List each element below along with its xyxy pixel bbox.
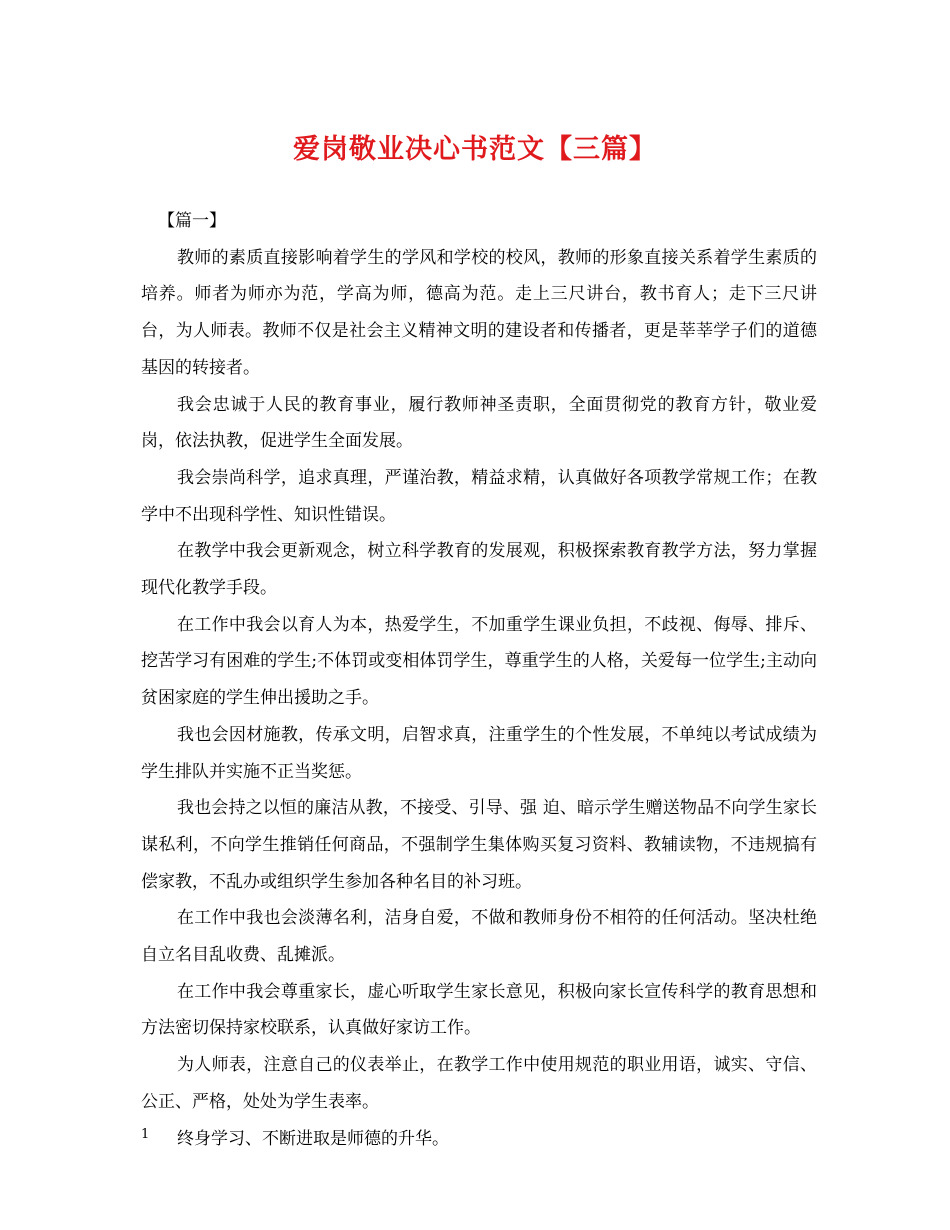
paragraph-1: 教师的素质直接影响着学生的学风和学校的校风，教师的形象直接关系着学生素质的培养。师者为师亦为范，学高为师，德高为范。走上三尺讲台，教书育人；走下三尺讲台，为人师表。教师不仅是社会主义精神文明的建设者和传播者，更是莘莘学子们的道德基因的转接者。 (141, 247, 817, 378)
paragraph-10: 为人师表，注意自己的仪表举止，在教学工作中使用规范的职业用语，诚实、守信、公正、严格，处处为学生表率。 (141, 1055, 817, 1112)
paragraph-11: 终身学习、不断进取是师德的升华。 (177, 1128, 449, 1149)
page-number: 1 (141, 1127, 150, 1142)
paragraph-9: 在工作中我会尊重家长，虚心听取学生家长意见，积极向家长宣传科学的教育思想和方法密切保持家校联系，认真做好家访工作。 (141, 981, 817, 1039)
paragraph-4: 在教学中我会更新观念，树立科学教育的发展观，积极探索教育教学方法，努力掌握现代化教学手段。 (141, 541, 817, 599)
section-label: 【篇一】 (158, 211, 226, 231)
paragraph-8: 在工作中我也会淡薄名利，洁身自爱，不做和教师身份不相符的任何活动。坚决杜绝自立名目乱收费、乱摊派。 (141, 908, 817, 966)
paragraph-2: 我会忠诚于人民的教育事业，履行教师神圣责职，全面贯彻党的教育方针，敬业爱岗，依法执教，促进学生全面发展。 (141, 394, 817, 452)
paragraph-6: 我也会因材施教，传承文明，启智求真，注重学生的个性发展，不单纯以考试成绩为学生排队并实施不正当奖惩。 (141, 724, 817, 782)
paragraph-5: 在工作中我会以育人为本，热爱学生，不加重学生课业负担，不歧视、侮辱、排斥、挖苦学习有困难的学生;不体罚或变相体罚学生，尊重学生的人格，关爱每一位学生;主动向贫困家庭的学生伸出援助之手。 (141, 614, 817, 709)
paragraph-3: 我会崇尚科学，追求真理，严谨治教，精益求精，认真做好各项教学常规工作；在教学中不出现科学性、知识性错误。 (141, 467, 817, 525)
document-body (141, 203, 817, 1157)
document-title: 爱岗敬业决心书范文【三篇】 (293, 134, 657, 165)
paragraph-7: 我也会持之以恒的廉洁从教，不接受、引导、强 迫、暗示学生赠送物品不向学生家长谋私利，不向学生推销任何商品，不强制学生集体购买复习资料、教辅读物，不违规搞有偿家教，不乱办或组织学生参加各种名目的补习班。 (141, 798, 817, 892)
